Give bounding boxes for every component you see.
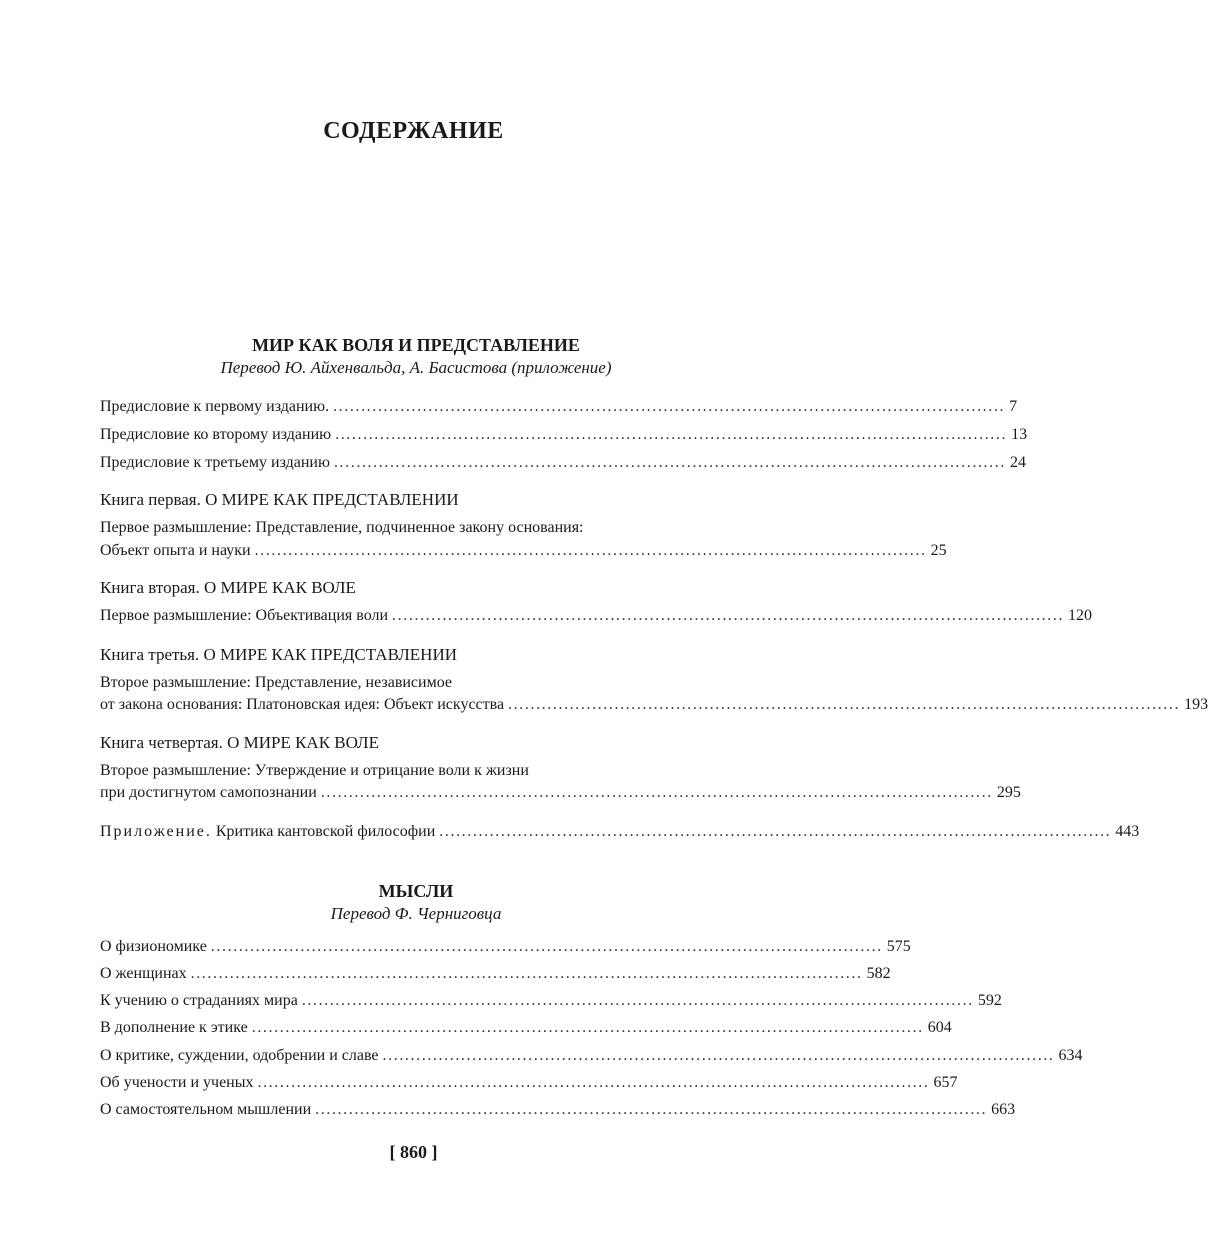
book-heading: Книга четвертая. О МИРЕ КАК ВОЛЕ xyxy=(100,733,379,752)
toc-entry[interactable] xyxy=(100,1098,1016,1122)
toc-entry-page: 443 xyxy=(1115,823,1140,840)
dot-leader: ........................................................................................................................ xyxy=(320,784,993,801)
toc-entry[interactable] xyxy=(100,451,1026,475)
toc-entry-appendix[interactable] xyxy=(100,820,1140,844)
dot-leader: ........................................................................................................................ xyxy=(301,992,974,1009)
toc-entry-page: 582 xyxy=(866,965,891,982)
toc-entry-title: от закона основания: Платоновская идея: Объект искусства xyxy=(100,696,505,713)
toc-entry[interactable] xyxy=(100,423,1028,447)
dot-leader: ........................................................................................................................ xyxy=(382,1047,1055,1064)
toc-entry-page: 25 xyxy=(930,542,947,559)
dot-leader: ........................................................................................................................ xyxy=(335,426,1008,443)
toc-entry-page: 657 xyxy=(933,1074,958,1091)
toc-entry[interactable] xyxy=(100,962,891,986)
toc-entry-title: В дополнение к этике xyxy=(100,1019,248,1036)
toc-entry[interactable] xyxy=(100,539,947,563)
toc-entry-page: 592 xyxy=(977,992,1002,1009)
section-thoughts xyxy=(100,879,732,925)
toc-entry-page: 295 xyxy=(996,784,1021,801)
toc-entry-page: 634 xyxy=(1058,1047,1083,1064)
toc-entry-page: 120 xyxy=(1068,607,1093,624)
toc-entry-title: О критике, суждении, одобрении и славе xyxy=(100,1047,379,1064)
toc-entry-page: 663 xyxy=(991,1101,1016,1118)
book-heading: Книга первая. О МИРЕ КАК ПРЕДСТАВЛЕНИИ xyxy=(100,490,459,509)
toc-entry[interactable] xyxy=(100,1016,952,1040)
dot-leader: ........................................................................................................................ xyxy=(333,454,1006,471)
toc-entry[interactable] xyxy=(100,935,911,959)
toc-entry-title: Объект опыта и науки xyxy=(100,542,251,559)
section-translator: Перевод Ф. Черниговца xyxy=(330,904,502,923)
toc-entry[interactable] xyxy=(100,781,1021,805)
dot-leader: ........................................................................................................................ xyxy=(315,1101,988,1118)
toc-entry[interactable] xyxy=(100,693,1208,717)
dot-leader: ........................................................................................................................ xyxy=(210,938,883,955)
toc-entry-title: Предисловие ко второму изданию xyxy=(100,426,332,443)
toc-entry-page: 24 xyxy=(1009,454,1026,471)
section-title: МИР КАК ВОЛЯ И ПРЕДСТАВЛЕНИЕ xyxy=(252,335,580,355)
toc-entry-page: 193 xyxy=(1184,696,1208,713)
toc-entry-title: Предисловие к первому изданию. xyxy=(100,398,330,415)
toc-entry[interactable] xyxy=(100,395,1018,419)
toc-entry-title: Об учености и ученых xyxy=(100,1074,254,1091)
toc-entry-title: О физиономике xyxy=(100,938,207,955)
dot-leader: ........................................................................................................................ xyxy=(251,1019,924,1036)
dot-leader: ........................................................................................................................ xyxy=(392,607,1065,624)
toc-entry-title: при достигнутом самопознании xyxy=(100,784,317,801)
page-title: СОДЕРЖАНИЕ xyxy=(323,118,504,144)
toc-entry[interactable] xyxy=(100,604,1093,628)
toc-entry-title: О женщинах xyxy=(100,965,187,982)
toc-entry-line[interactable]: Второе размышление: Представление, независимое xyxy=(100,674,453,691)
toc-entry-title: Предисловие к третьему изданию xyxy=(100,454,330,471)
toc-entry-title: Первое размышление: Объективация воли xyxy=(100,607,389,624)
toc-entry[interactable] xyxy=(100,1071,958,1095)
toc-entry-title: К учению о страданиях мира xyxy=(100,992,298,1009)
toc-entry-page: 13 xyxy=(1011,426,1028,443)
dot-leader: ........................................................................................................................ xyxy=(508,696,1181,713)
book-heading: Книга вторая. О МИРЕ КАК ВОЛЕ xyxy=(100,578,356,597)
dot-leader: ........................................................................................................................ xyxy=(257,1074,930,1091)
dot-leader: ........................................................................................................................ xyxy=(439,823,1112,840)
toc-entry-title: О самостоятельном мышлении xyxy=(100,1101,312,1118)
appendix-label: Приложение. xyxy=(100,823,212,840)
toc-entry-page: 7 xyxy=(1009,398,1018,415)
dot-leader: ........................................................................................................................ xyxy=(333,398,1006,415)
toc-entry-line[interactable]: Первое размышление: Представление, подчиненное закону основания: xyxy=(100,519,584,536)
section-translator: Перевод Ю. Айхенвальда, А. Басистова (приложение) xyxy=(220,358,612,377)
toc-entry[interactable] xyxy=(100,1044,1083,1068)
toc-entry-page: 575 xyxy=(886,938,911,955)
toc-entry-line[interactable]: Второе размышление: Утверждение и отрицание воли к жизни xyxy=(100,762,529,779)
toc-entry[interactable] xyxy=(100,989,1002,1013)
dot-leader: ........................................................................................................................ xyxy=(254,542,927,559)
section-world-as-will xyxy=(100,333,732,379)
dot-leader: ........................................................................................................................ xyxy=(190,965,863,982)
book-heading: Книга третья. О МИРЕ КАК ПРЕДСТАВЛЕНИИ xyxy=(100,645,457,664)
toc-entry-title: Критика кантовской философии xyxy=(215,823,436,840)
section-title: МЫСЛИ xyxy=(378,881,454,901)
page-number: [ 860 ] xyxy=(389,1142,438,1162)
toc-entry-page: 604 xyxy=(927,1019,952,1036)
